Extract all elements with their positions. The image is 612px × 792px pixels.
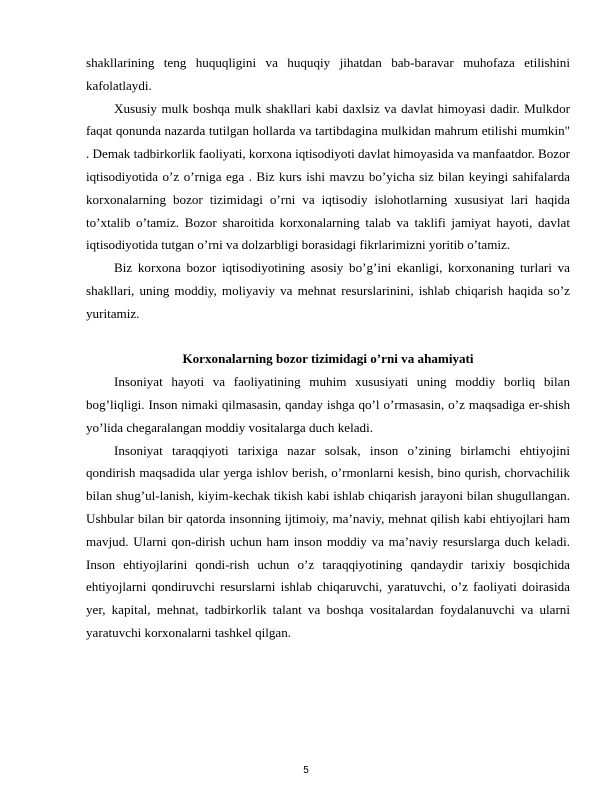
- paragraph-1: shakllarining teng huquqligini va huquqiy jihatdan bab-baravar muhofaza etilishini kafolatlaydi.: [86, 55, 570, 93]
- paragraph-5: Insoniyat taraqqiyoti tarixiga nazar solsak, inson o’zining birlamchi ehtiyojini qondirish maqsadida ular yerga ishlov berish, o’rmonlarni kesish, bino qurish, chorvachilik bilan shug’ul-lanish, kiyim-kechak tikish kabi ishlab chiqarish jarayoni bilan shugullangan. Ushbular bilan bir qatorda insonning ijtimoiy, ma’naviy, mehnat qilish kabi ehtiyojlari ham mavjud. Ularni qon-dirish uchun ham inson moddiy va ma’naviy resurslarga duch keladi. Inson ehtiyojlarini qondi-rish uchun o’z taraqqiyotining qandaydir tarixiy bosqichida ehtiyojlarni qondiruvchi resurslarni ishlab chiqaruvchi, yaratuvchi, o’z faoliyati doirasida yer, kapital, mehnat, tadbirkorlik talant va boshqa vositalardan foydalanuvchi va ularni yaratuvchi korxonalarni tashkel qilgan.: [86, 442, 570, 640]
- paragraph-3: Biz korxona bozor iqtisodiyotining asosiy bo’g’ini ekanligi, korxonaning turlari va shakllari, uning moddiy, moliyaviy va mehnat resurslarinini, ishlab chiqarish haqida so’z yuritamiz.: [86, 260, 570, 321]
- document-page: [86, 52, 570, 645]
- paragraph-2: Xususiy mulk boshqa mulk shakllari kabi daxlsiz va davlat himoyasi dadir. Mulkdor faqat qonunda nazarda tutilgan hollarda va tartibdagina mulkidan mahrum etilishi mumkin" . Demak tadbirkorlik faoliyati, korxona iqtisodiyoti davlat himoyasida va manfaatdor. Bozor iqtisodiyotida o’z o’rniga ega . Biz kurs ishi mavzu bo’yicha siz bilan keyingi sahifalarda korxonalarning bozor tizimidagi o’rni va iqtisodiy islohotlarning xususiyat lari haqida to’xtalib o’tamiz. Bozor sharoitida korxonalarning talab va taklifi jamiyat hayoti, davlat iqtisodiyotida tutgan o’rni va dolzarbligi borasidagi fikrlarimizni yoritib o’tamiz.: [86, 100, 570, 253]
- page-number: 5: [303, 765, 309, 776]
- blank-line: [86, 326, 570, 349]
- section-heading: Korxonalarning bozor tizimidagi o’rni va ahamiyati: [182, 351, 474, 367]
- paragraph-4: Insoniyat hayoti va faoliyatining muhim xususiyati uning moddiy borliq bilan bog’liqligi. Inson nimaki qilmasasin, qanday ishga qo’l o’rmasasin, o’z maqsadiga er-shish yo’lida chegaralangan moddiy vositalarga duch keladi.: [86, 374, 570, 435]
